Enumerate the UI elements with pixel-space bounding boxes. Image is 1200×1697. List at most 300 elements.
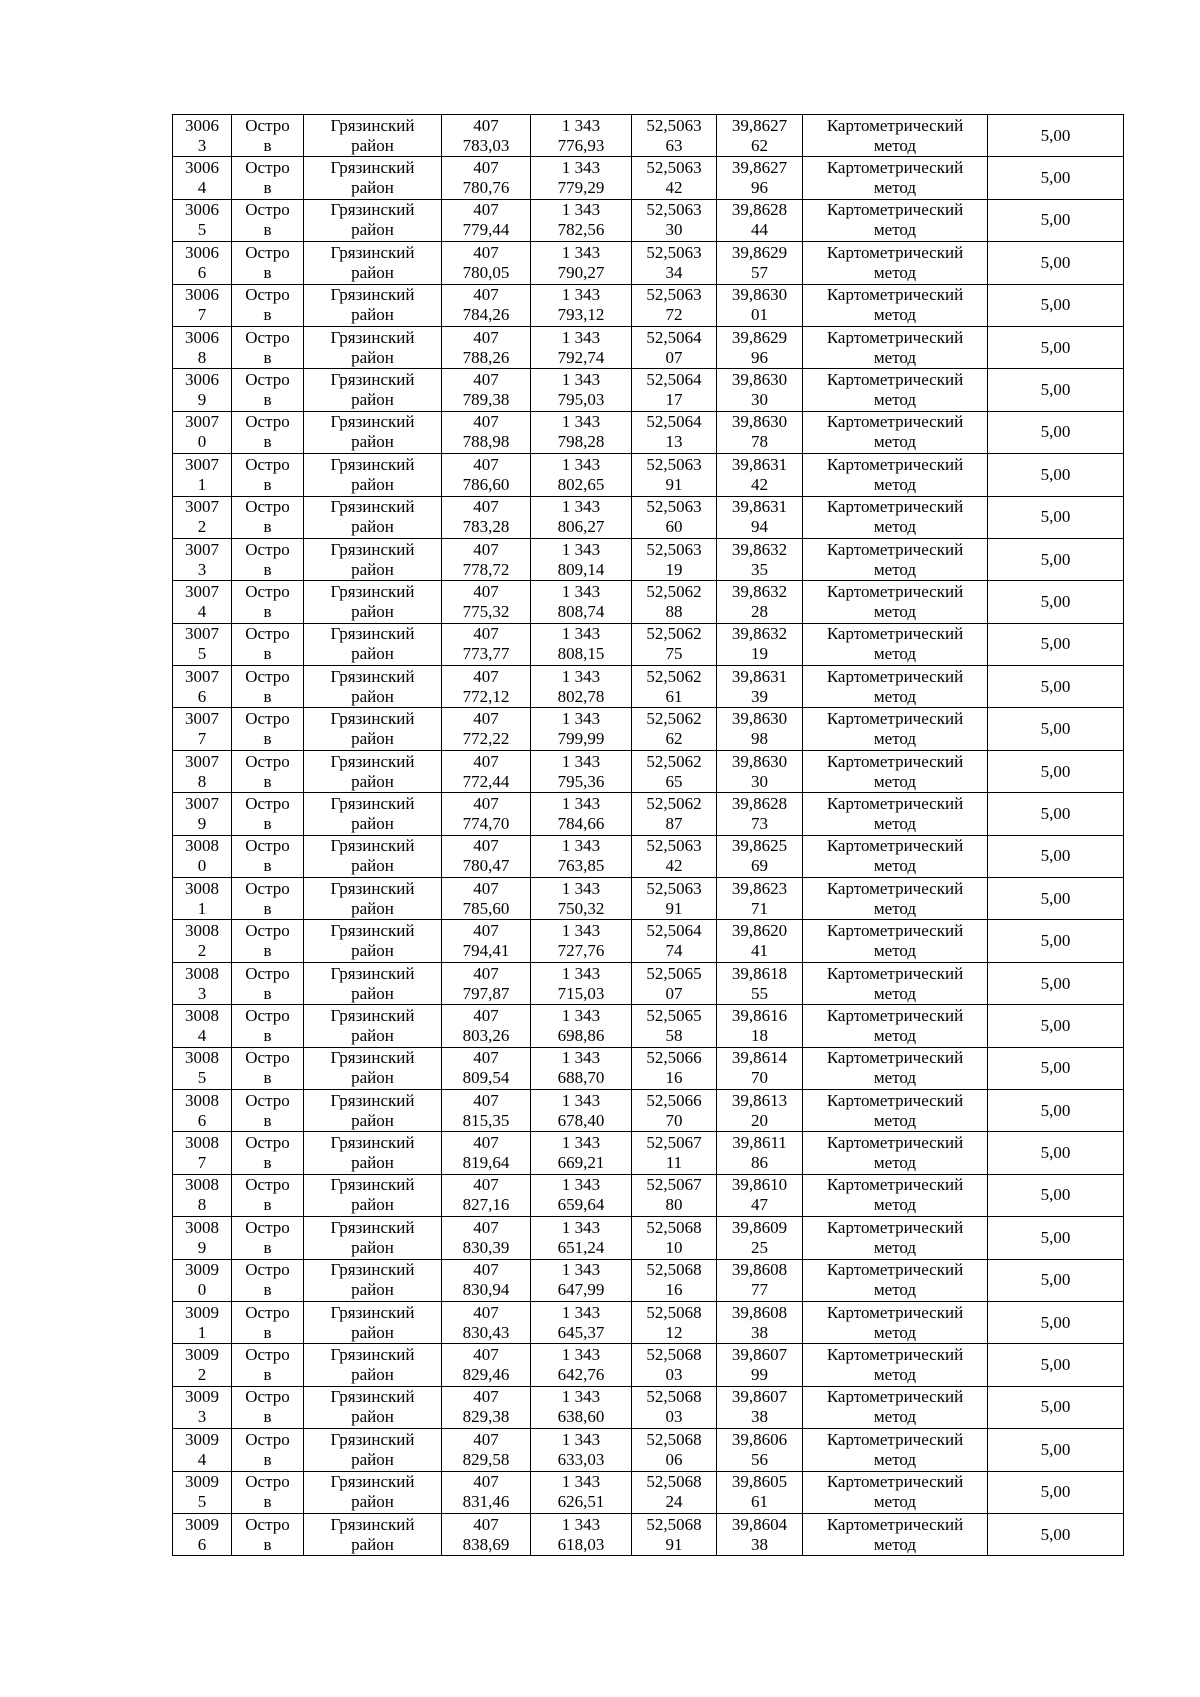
latitude-cell: 52,5063 72 xyxy=(632,284,717,326)
point-number-cell: 3006 5 xyxy=(173,199,232,241)
latitude-cell: 52,5068 24 xyxy=(632,1471,717,1513)
district-cell: Грязинский район xyxy=(304,1386,442,1428)
latitude-cell: 52,5063 60 xyxy=(632,496,717,538)
accuracy-cell: 5,00 xyxy=(988,666,1124,708)
district-cell: Грязинский район xyxy=(304,581,442,623)
method-cell: Картометрический метод xyxy=(803,157,988,199)
district-cell: Грязинский район xyxy=(304,538,442,580)
district-cell: Грязинский район xyxy=(304,750,442,792)
latitude-cell: 52,5068 03 xyxy=(632,1386,717,1428)
table-row xyxy=(173,1217,1124,1259)
district-cell: Грязинский район xyxy=(304,1429,442,1471)
accuracy-cell: 5,00 xyxy=(988,878,1124,920)
method-cell: Картометрический метод xyxy=(803,1429,988,1471)
district-cell: Грязинский район xyxy=(304,878,442,920)
table-row xyxy=(173,411,1124,453)
x-coordinate-cell: 407 788,26 xyxy=(442,326,531,368)
y-coordinate-cell: 1 343 802,78 xyxy=(531,666,632,708)
method-cell: Картометрический метод xyxy=(803,1344,988,1386)
x-coordinate-cell: 407 831,46 xyxy=(442,1471,531,1513)
longitude-cell: 39,8604 38 xyxy=(717,1513,803,1555)
accuracy-cell: 5,00 xyxy=(988,581,1124,623)
accuracy-cell: 5,00 xyxy=(988,623,1124,665)
point-number-cell: 3008 5 xyxy=(173,1047,232,1089)
district-cell: Грязинский район xyxy=(304,793,442,835)
object-name-cell: Остро в xyxy=(232,1174,304,1216)
table-row xyxy=(173,962,1124,1004)
district-cell: Грязинский район xyxy=(304,835,442,877)
x-coordinate-cell: 407 830,94 xyxy=(442,1259,531,1301)
district-cell: Грязинский район xyxy=(304,623,442,665)
longitude-cell: 39,8629 57 xyxy=(717,242,803,284)
object-name-cell: Остро в xyxy=(232,920,304,962)
district-cell: Грязинский район xyxy=(304,1089,442,1131)
point-number-cell: 3006 6 xyxy=(173,242,232,284)
longitude-cell: 39,8616 18 xyxy=(717,1005,803,1047)
y-coordinate-cell: 1 343 678,40 xyxy=(531,1089,632,1131)
x-coordinate-cell: 407 783,03 xyxy=(442,115,531,157)
method-cell: Картометрический метод xyxy=(803,750,988,792)
x-coordinate-cell: 407 830,39 xyxy=(442,1217,531,1259)
longitude-cell: 39,8625 69 xyxy=(717,835,803,877)
point-number-cell: 3006 9 xyxy=(173,369,232,411)
district-cell: Грязинский район xyxy=(304,284,442,326)
latitude-cell: 52,5067 11 xyxy=(632,1132,717,1174)
accuracy-cell: 5,00 xyxy=(988,750,1124,792)
table-row xyxy=(173,454,1124,496)
object-name-cell: Остро в xyxy=(232,1005,304,1047)
table-row xyxy=(173,1429,1124,1471)
y-coordinate-cell: 1 343 715,03 xyxy=(531,962,632,1004)
table-row xyxy=(173,1301,1124,1343)
x-coordinate-cell: 407 772,44 xyxy=(442,750,531,792)
object-name-cell: Остро в xyxy=(232,1471,304,1513)
table-row xyxy=(173,284,1124,326)
method-cell: Картометрический метод xyxy=(803,454,988,496)
district-cell: Грязинский район xyxy=(304,1301,442,1343)
object-name-cell: Остро в xyxy=(232,538,304,580)
y-coordinate-cell: 1 343 698,86 xyxy=(531,1005,632,1047)
method-cell: Картометрический метод xyxy=(803,199,988,241)
latitude-cell: 52,5068 03 xyxy=(632,1344,717,1386)
point-number-cell: 3009 2 xyxy=(173,1344,232,1386)
table-row xyxy=(173,1471,1124,1513)
object-name-cell: Остро в xyxy=(232,1047,304,1089)
accuracy-cell: 5,00 xyxy=(988,284,1124,326)
x-coordinate-cell: 407 794,41 xyxy=(442,920,531,962)
latitude-cell: 52,5063 91 xyxy=(632,454,717,496)
method-cell: Картометрический метод xyxy=(803,623,988,665)
object-name-cell: Остро в xyxy=(232,454,304,496)
district-cell: Грязинский район xyxy=(304,1132,442,1174)
longitude-cell: 39,8623 71 xyxy=(717,878,803,920)
x-coordinate-cell: 407 830,43 xyxy=(442,1301,531,1343)
y-coordinate-cell: 1 343 633,03 xyxy=(531,1429,632,1471)
x-coordinate-cell: 407 780,47 xyxy=(442,835,531,877)
latitude-cell: 52,5063 42 xyxy=(632,835,717,877)
table-row xyxy=(173,1344,1124,1386)
x-coordinate-cell: 407 780,76 xyxy=(442,157,531,199)
object-name-cell: Остро в xyxy=(232,1217,304,1259)
accuracy-cell: 5,00 xyxy=(988,199,1124,241)
longitude-cell: 39,8628 73 xyxy=(717,793,803,835)
y-coordinate-cell: 1 343 645,37 xyxy=(531,1301,632,1343)
point-number-cell: 3006 8 xyxy=(173,326,232,368)
y-coordinate-cell: 1 343 795,36 xyxy=(531,750,632,792)
method-cell: Картометрический метод xyxy=(803,1089,988,1131)
district-cell: Грязинский район xyxy=(304,666,442,708)
accuracy-cell: 5,00 xyxy=(988,496,1124,538)
object-name-cell: Остро в xyxy=(232,1132,304,1174)
y-coordinate-cell: 1 343 798,28 xyxy=(531,411,632,453)
method-cell: Картометрический метод xyxy=(803,1386,988,1428)
method-cell: Картометрический метод xyxy=(803,1174,988,1216)
point-number-cell: 3008 2 xyxy=(173,920,232,962)
district-cell: Грязинский район xyxy=(304,920,442,962)
x-coordinate-cell: 407 785,60 xyxy=(442,878,531,920)
table-row xyxy=(173,157,1124,199)
point-number-cell: 3008 1 xyxy=(173,878,232,920)
table-row xyxy=(173,920,1124,962)
accuracy-cell: 5,00 xyxy=(988,242,1124,284)
method-cell: Картометрический метод xyxy=(803,369,988,411)
point-number-cell: 3007 1 xyxy=(173,454,232,496)
latitude-cell: 52,5067 80 xyxy=(632,1174,717,1216)
object-name-cell: Остро в xyxy=(232,284,304,326)
method-cell: Картометрический метод xyxy=(803,962,988,1004)
district-cell: Грязинский район xyxy=(304,1174,442,1216)
y-coordinate-cell: 1 343 626,51 xyxy=(531,1471,632,1513)
district-cell: Грязинский район xyxy=(304,1259,442,1301)
accuracy-cell: 5,00 xyxy=(988,1429,1124,1471)
point-number-cell: 3007 8 xyxy=(173,750,232,792)
accuracy-cell: 5,00 xyxy=(988,1174,1124,1216)
y-coordinate-cell: 1 343 659,64 xyxy=(531,1174,632,1216)
x-coordinate-cell: 407 789,38 xyxy=(442,369,531,411)
table-row xyxy=(173,623,1124,665)
point-number-cell: 3008 0 xyxy=(173,835,232,877)
accuracy-cell: 5,00 xyxy=(988,1301,1124,1343)
point-number-cell: 3008 3 xyxy=(173,962,232,1004)
coordinates-table xyxy=(172,114,1124,1556)
point-number-cell: 3009 4 xyxy=(173,1429,232,1471)
longitude-cell: 39,8607 38 xyxy=(717,1386,803,1428)
method-cell: Картометрический метод xyxy=(803,581,988,623)
method-cell: Картометрический метод xyxy=(803,284,988,326)
method-cell: Картометрический метод xyxy=(803,411,988,453)
point-number-cell: 3009 1 xyxy=(173,1301,232,1343)
table-row xyxy=(173,1005,1124,1047)
point-number-cell: 3009 6 xyxy=(173,1513,232,1555)
latitude-cell: 52,5065 07 xyxy=(632,962,717,1004)
longitude-cell: 39,8614 70 xyxy=(717,1047,803,1089)
point-number-cell: 3006 7 xyxy=(173,284,232,326)
longitude-cell: 39,8628 44 xyxy=(717,199,803,241)
method-cell: Картометрический метод xyxy=(803,835,988,877)
y-coordinate-cell: 1 343 793,12 xyxy=(531,284,632,326)
longitude-cell: 39,8630 30 xyxy=(717,369,803,411)
latitude-cell: 52,5062 87 xyxy=(632,793,717,835)
latitude-cell: 52,5068 12 xyxy=(632,1301,717,1343)
method-cell: Картометрический метод xyxy=(803,1132,988,1174)
accuracy-cell: 5,00 xyxy=(988,708,1124,750)
point-number-cell: 3008 9 xyxy=(173,1217,232,1259)
object-name-cell: Остро в xyxy=(232,1513,304,1555)
longitude-cell: 39,8608 38 xyxy=(717,1301,803,1343)
latitude-cell: 52,5062 65 xyxy=(632,750,717,792)
y-coordinate-cell: 1 343 651,24 xyxy=(531,1217,632,1259)
x-coordinate-cell: 407 838,69 xyxy=(442,1513,531,1555)
x-coordinate-cell: 407 803,26 xyxy=(442,1005,531,1047)
longitude-cell: 39,8609 25 xyxy=(717,1217,803,1259)
accuracy-cell: 5,00 xyxy=(988,835,1124,877)
table-row xyxy=(173,538,1124,580)
method-cell: Картометрический метод xyxy=(803,496,988,538)
method-cell: Картометрический метод xyxy=(803,1005,988,1047)
object-name-cell: Остро в xyxy=(232,199,304,241)
object-name-cell: Остро в xyxy=(232,242,304,284)
method-cell: Картометрический метод xyxy=(803,1047,988,1089)
table-row xyxy=(173,1132,1124,1174)
table-row xyxy=(173,793,1124,835)
y-coordinate-cell: 1 343 618,03 xyxy=(531,1513,632,1555)
object-name-cell: Остро в xyxy=(232,1259,304,1301)
y-coordinate-cell: 1 343 688,70 xyxy=(531,1047,632,1089)
object-name-cell: Остро в xyxy=(232,1429,304,1471)
y-coordinate-cell: 1 343 776,93 xyxy=(531,115,632,157)
accuracy-cell: 5,00 xyxy=(988,1089,1124,1131)
accuracy-cell: 5,00 xyxy=(988,793,1124,835)
x-coordinate-cell: 407 778,72 xyxy=(442,538,531,580)
y-coordinate-cell: 1 343 642,76 xyxy=(531,1344,632,1386)
latitude-cell: 52,5063 42 xyxy=(632,157,717,199)
object-name-cell: Остро в xyxy=(232,411,304,453)
x-coordinate-cell: 407 773,77 xyxy=(442,623,531,665)
accuracy-cell: 5,00 xyxy=(988,1344,1124,1386)
table-row xyxy=(173,1513,1124,1555)
point-number-cell: 3009 3 xyxy=(173,1386,232,1428)
accuracy-cell: 5,00 xyxy=(988,369,1124,411)
y-coordinate-cell: 1 343 669,21 xyxy=(531,1132,632,1174)
table-row xyxy=(173,835,1124,877)
x-coordinate-cell: 407 774,70 xyxy=(442,793,531,835)
point-number-cell: 3009 0 xyxy=(173,1259,232,1301)
method-cell: Картометрический метод xyxy=(803,1301,988,1343)
longitude-cell: 39,8631 39 xyxy=(717,666,803,708)
point-number-cell: 3007 5 xyxy=(173,623,232,665)
accuracy-cell: 5,00 xyxy=(988,157,1124,199)
district-cell: Грязинский район xyxy=(304,1471,442,1513)
accuracy-cell: 5,00 xyxy=(988,326,1124,368)
table-row xyxy=(173,581,1124,623)
y-coordinate-cell: 1 343 808,15 xyxy=(531,623,632,665)
table-row xyxy=(173,1174,1124,1216)
x-coordinate-cell: 407 815,35 xyxy=(442,1089,531,1131)
method-cell: Картометрический метод xyxy=(803,1217,988,1259)
object-name-cell: Остро в xyxy=(232,708,304,750)
y-coordinate-cell: 1 343 779,29 xyxy=(531,157,632,199)
method-cell: Картометрический метод xyxy=(803,920,988,962)
point-number-cell: 3006 3 xyxy=(173,115,232,157)
y-coordinate-cell: 1 343 638,60 xyxy=(531,1386,632,1428)
method-cell: Картометрический метод xyxy=(803,538,988,580)
point-number-cell: 3008 6 xyxy=(173,1089,232,1131)
table-row xyxy=(173,115,1124,157)
longitude-cell: 39,8630 78 xyxy=(717,411,803,453)
district-cell: Грязинский район xyxy=(304,708,442,750)
object-name-cell: Остро в xyxy=(232,666,304,708)
point-number-cell: 3007 6 xyxy=(173,666,232,708)
latitude-cell: 52,5063 34 xyxy=(632,242,717,284)
table-row xyxy=(173,1386,1124,1428)
accuracy-cell: 5,00 xyxy=(988,1259,1124,1301)
longitude-cell: 39,8627 62 xyxy=(717,115,803,157)
district-cell: Грязинский район xyxy=(304,242,442,284)
latitude-cell: 52,5068 91 xyxy=(632,1513,717,1555)
y-coordinate-cell: 1 343 808,74 xyxy=(531,581,632,623)
method-cell: Картометрический метод xyxy=(803,115,988,157)
method-cell: Картометрический метод xyxy=(803,878,988,920)
longitude-cell: 39,8613 20 xyxy=(717,1089,803,1131)
accuracy-cell: 5,00 xyxy=(988,962,1124,1004)
point-number-cell: 3007 0 xyxy=(173,411,232,453)
latitude-cell: 52,5063 63 xyxy=(632,115,717,157)
district-cell: Грязинский район xyxy=(304,962,442,1004)
longitude-cell: 39,8632 19 xyxy=(717,623,803,665)
table-row xyxy=(173,369,1124,411)
y-coordinate-cell: 1 343 784,66 xyxy=(531,793,632,835)
district-cell: Грязинский район xyxy=(304,1217,442,1259)
table-row xyxy=(173,666,1124,708)
longitude-cell: 39,8618 55 xyxy=(717,962,803,1004)
x-coordinate-cell: 407 829,38 xyxy=(442,1386,531,1428)
longitude-cell: 39,8629 96 xyxy=(717,326,803,368)
y-coordinate-cell: 1 343 795,03 xyxy=(531,369,632,411)
object-name-cell: Остро в xyxy=(232,962,304,1004)
latitude-cell: 52,5064 74 xyxy=(632,920,717,962)
accuracy-cell: 5,00 xyxy=(988,1047,1124,1089)
longitude-cell: 39,8632 35 xyxy=(717,538,803,580)
accuracy-cell: 5,00 xyxy=(988,1005,1124,1047)
x-coordinate-cell: 407 829,58 xyxy=(442,1429,531,1471)
y-coordinate-cell: 1 343 750,32 xyxy=(531,878,632,920)
table-row xyxy=(173,708,1124,750)
latitude-cell: 52,5063 91 xyxy=(632,878,717,920)
y-coordinate-cell: 1 343 806,27 xyxy=(531,496,632,538)
accuracy-cell: 5,00 xyxy=(988,1471,1124,1513)
x-coordinate-cell: 407 827,16 xyxy=(442,1174,531,1216)
latitude-cell: 52,5068 10 xyxy=(632,1217,717,1259)
object-name-cell: Остро в xyxy=(232,750,304,792)
y-coordinate-cell: 1 343 782,56 xyxy=(531,199,632,241)
table-row xyxy=(173,242,1124,284)
method-cell: Картометрический метод xyxy=(803,708,988,750)
point-number-cell: 3009 5 xyxy=(173,1471,232,1513)
longitude-cell: 39,8605 61 xyxy=(717,1471,803,1513)
latitude-cell: 52,5062 88 xyxy=(632,581,717,623)
object-name-cell: Остро в xyxy=(232,157,304,199)
latitude-cell: 52,5062 61 xyxy=(632,666,717,708)
object-name-cell: Остро в xyxy=(232,115,304,157)
longitude-cell: 39,8611 86 xyxy=(717,1132,803,1174)
latitude-cell: 52,5065 58 xyxy=(632,1005,717,1047)
point-number-cell: 3008 8 xyxy=(173,1174,232,1216)
longitude-cell: 39,8607 99 xyxy=(717,1344,803,1386)
district-cell: Грязинский район xyxy=(304,199,442,241)
method-cell: Картометрический метод xyxy=(803,1471,988,1513)
accuracy-cell: 5,00 xyxy=(988,1386,1124,1428)
y-coordinate-cell: 1 343 802,65 xyxy=(531,454,632,496)
district-cell: Грязинский район xyxy=(304,454,442,496)
method-cell: Картометрический метод xyxy=(803,793,988,835)
x-coordinate-cell: 407 819,64 xyxy=(442,1132,531,1174)
latitude-cell: 52,5068 06 xyxy=(632,1429,717,1471)
object-name-cell: Остро в xyxy=(232,326,304,368)
accuracy-cell: 5,00 xyxy=(988,1513,1124,1555)
point-number-cell: 3007 2 xyxy=(173,496,232,538)
table-body xyxy=(173,115,1124,1556)
longitude-cell: 39,8631 42 xyxy=(717,454,803,496)
accuracy-cell: 5,00 xyxy=(988,1132,1124,1174)
table-row xyxy=(173,750,1124,792)
table-row xyxy=(173,878,1124,920)
district-cell: Грязинский район xyxy=(304,496,442,538)
longitude-cell: 39,8632 28 xyxy=(717,581,803,623)
point-number-cell: 3008 4 xyxy=(173,1005,232,1047)
latitude-cell: 52,5063 30 xyxy=(632,199,717,241)
object-name-cell: Остро в xyxy=(232,496,304,538)
y-coordinate-cell: 1 343 799,99 xyxy=(531,708,632,750)
longitude-cell: 39,8630 01 xyxy=(717,284,803,326)
latitude-cell: 52,5062 62 xyxy=(632,708,717,750)
latitude-cell: 52,5066 16 xyxy=(632,1047,717,1089)
longitude-cell: 39,8627 96 xyxy=(717,157,803,199)
x-coordinate-cell: 407 786,60 xyxy=(442,454,531,496)
point-number-cell: 3007 4 xyxy=(173,581,232,623)
latitude-cell: 52,5068 16 xyxy=(632,1259,717,1301)
latitude-cell: 52,5062 75 xyxy=(632,623,717,665)
method-cell: Картометрический метод xyxy=(803,666,988,708)
longitude-cell: 39,8630 98 xyxy=(717,708,803,750)
district-cell: Грязинский район xyxy=(304,326,442,368)
object-name-cell: Остро в xyxy=(232,835,304,877)
table-row xyxy=(173,1089,1124,1131)
district-cell: Грязинский район xyxy=(304,115,442,157)
district-cell: Грязинский район xyxy=(304,1513,442,1555)
x-coordinate-cell: 407 775,32 xyxy=(442,581,531,623)
object-name-cell: Остро в xyxy=(232,1089,304,1131)
district-cell: Грязинский район xyxy=(304,411,442,453)
x-coordinate-cell: 407 779,44 xyxy=(442,199,531,241)
table-row xyxy=(173,496,1124,538)
x-coordinate-cell: 407 784,26 xyxy=(442,284,531,326)
y-coordinate-cell: 1 343 809,14 xyxy=(531,538,632,580)
point-number-cell: 3008 7 xyxy=(173,1132,232,1174)
district-cell: Грязинский район xyxy=(304,157,442,199)
table-row xyxy=(173,326,1124,368)
accuracy-cell: 5,00 xyxy=(988,115,1124,157)
y-coordinate-cell: 1 343 727,76 xyxy=(531,920,632,962)
latitude-cell: 52,5064 13 xyxy=(632,411,717,453)
district-cell: Грязинский район xyxy=(304,1344,442,1386)
method-cell: Картометрический метод xyxy=(803,326,988,368)
longitude-cell: 39,8606 56 xyxy=(717,1429,803,1471)
district-cell: Грязинский район xyxy=(304,369,442,411)
point-number-cell: 3007 3 xyxy=(173,538,232,580)
object-name-cell: Остро в xyxy=(232,1301,304,1343)
x-coordinate-cell: 407 797,87 xyxy=(442,962,531,1004)
point-number-cell: 3007 9 xyxy=(173,793,232,835)
